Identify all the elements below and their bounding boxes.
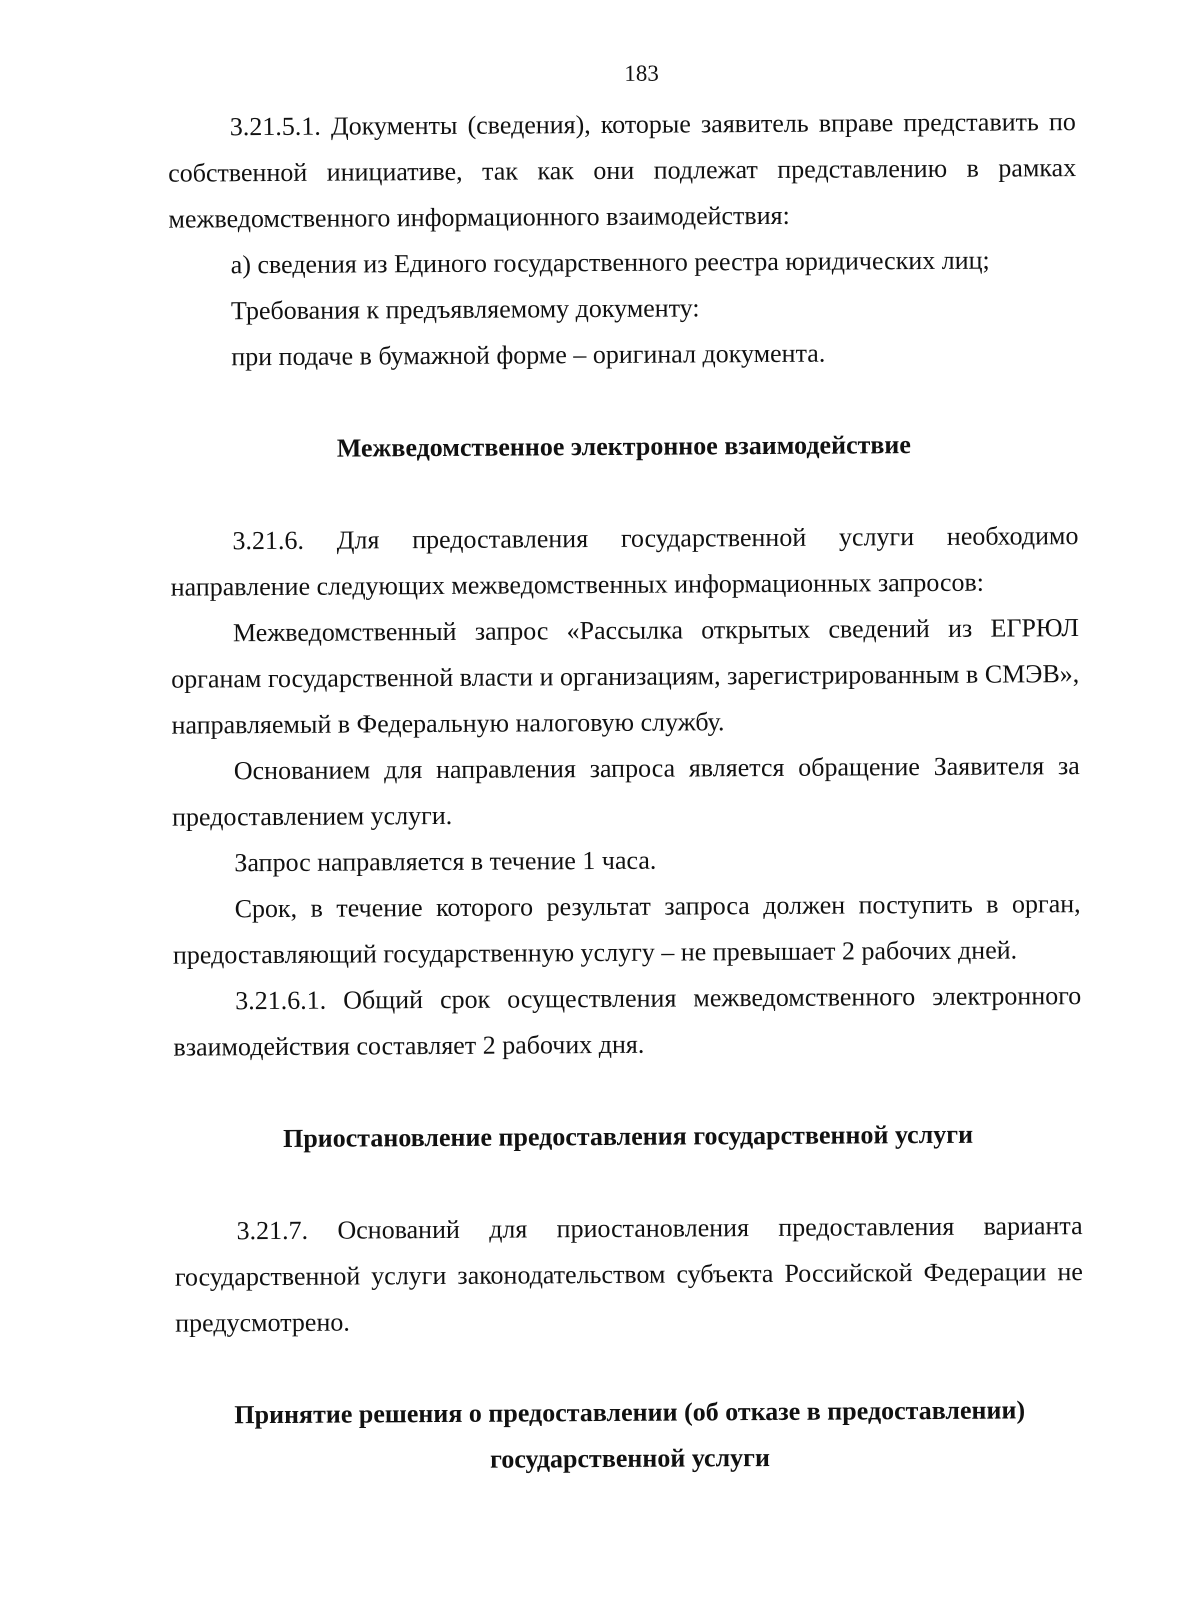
paragraph-item-a: а) сведения из Единого государственного реестра юридических лиц; — [230, 245, 990, 279]
paragraph-request-timing: Запрос направляется в течение 1 часа. — [234, 845, 657, 877]
spacer — [169, 375, 1077, 427]
spacer — [170, 467, 1078, 519]
heading-suspension: Приостановление предоставления государственной услуги — [282, 1119, 974, 1153]
paragraph-3-21-5-1: 3.21.5.1. Документы (сведения), которые заявитель вправе представить по собственной инициативе, так как они подлежат представлению в рамках межведомственного информационного взаимодействия: — [168, 106, 1077, 234]
paragraph-3-21-7: 3.21.7. Оснований для приостановления предоставления варианта государственной услуги законодательством субъекта Российской Федерации не предусмотрено. — [174, 1210, 1083, 1338]
heading-interagency-interaction: Межведомственное электронное взаимодействие — [336, 429, 911, 463]
page-number: 183 — [624, 60, 659, 86]
paragraph-requirements: Требования к предъявляемому документу: — [230, 292, 700, 325]
paragraph-response-deadline: Срок, в течение которого результат запроса должен поступить в орган, предоставляющий государственную услугу – не превышает 2 рабочих дней. — [172, 888, 1081, 970]
paragraph-interagency-request: Межведомственный запрос «Рассылка открытых сведений из ЕГРЮЛ органам государственной власти и организациям, зарегистрированным в СМЭВ», направляемый в Федеральную налоговую службу. — [171, 612, 1080, 740]
paragraph-request-basis: Основанием для направления запроса является обращение Заявителя за предоставлением услуги. — [172, 750, 1080, 832]
spacer — [174, 1157, 1082, 1209]
heading-decision-line-2: государственной услуги — [490, 1442, 770, 1474]
paragraph-paper-form: при подаче в бумажной форме – оригинал документа. — [231, 338, 826, 371]
paragraph-3-21-6: 3.21.6. Для предоставления государственной услуги необходимо направление следующих межведомственных информационных запросов: — [170, 520, 1079, 602]
heading-decision-line-1: Принятие решения о предоставлении (об отказе в предоставлении) — [234, 1395, 1026, 1429]
paragraph-3-21-6-1: 3.21.6.1. Общий срок осуществления межведомственного электронного взаимодействия составляет 2 рабочих дня. — [173, 980, 1082, 1062]
spacer — [175, 1341, 1083, 1393]
spacer — [174, 1065, 1082, 1117]
